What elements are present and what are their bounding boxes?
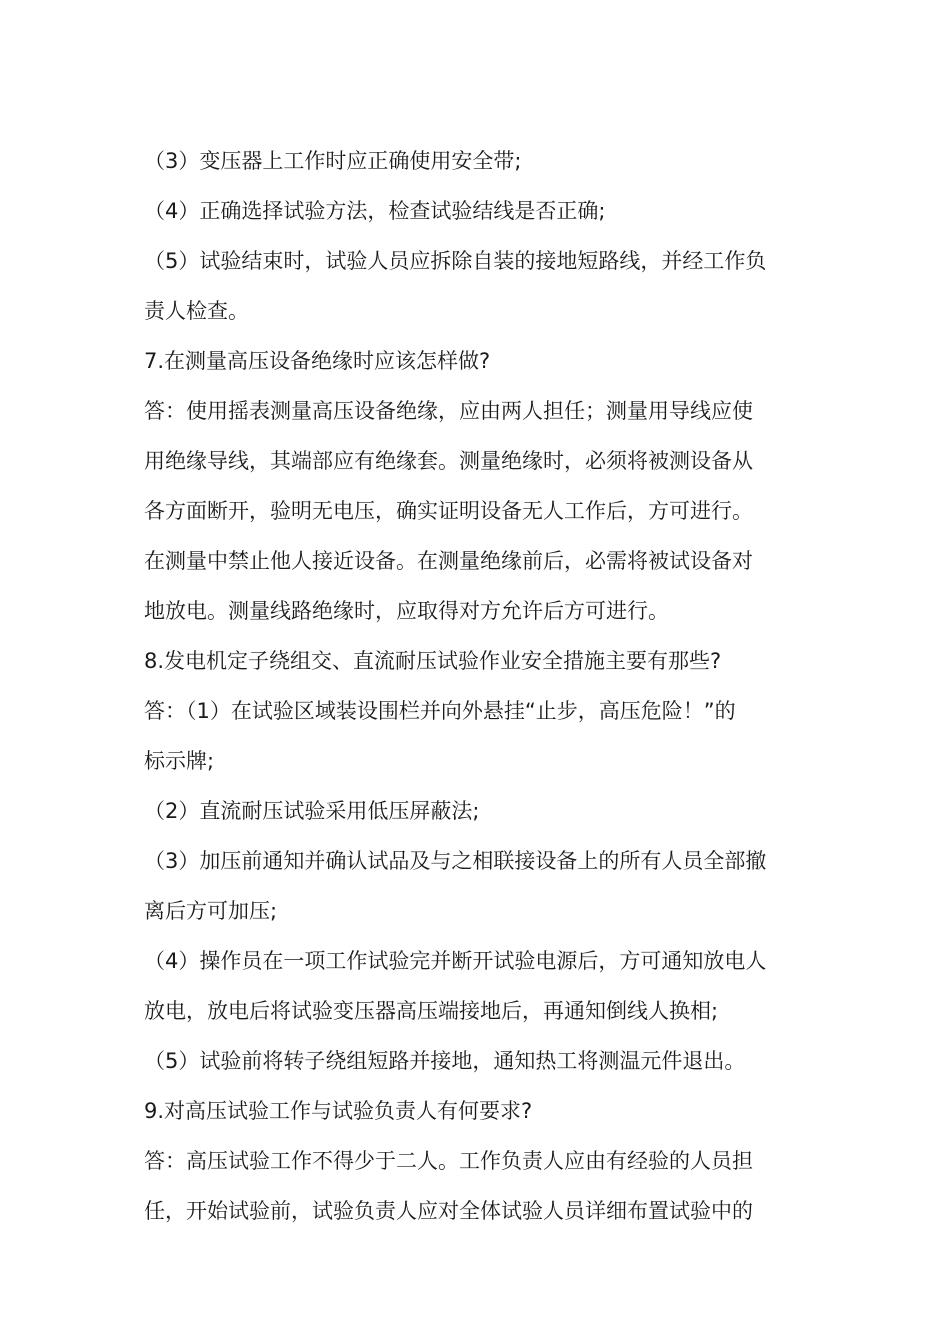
text-line: （3）变压器上工作时应正确使用安全带; — [144, 149, 522, 173]
text-line: （4）操作员在一项工作试验完并断开试验电源后，方可通知放电人 — [144, 949, 767, 973]
text-line: （3）加压前通知并确认试品及与之相联接设备上的所有人员全部撤 — [144, 849, 767, 873]
text-line: 答：（1）在试验区域装设围栏并向外悬挂“止步，高压危险！”的 — [144, 699, 736, 723]
question-heading: 7.在测量高压设备绝缘时应该怎样做? — [144, 349, 491, 373]
text-line: 地放电。测量线路绝缘时，应取得对方允许后方可进行。 — [144, 599, 669, 623]
text-line: 离后方可加压; — [144, 899, 278, 923]
text-line: 放电，放电后将试验变压器高压端接地后，再通知倒线人换相; — [144, 999, 719, 1023]
text-line: 用绝缘导线，其端部应有绝缘套。测量绝缘时，必须将被测设备从 — [144, 449, 753, 473]
text-line: 任，开始试验前，试验负责人应对全体试验人员详细布置试验中的 — [144, 1199, 753, 1223]
text-line: （5）试验结束时，试验人员应拆除自装的接地短路线，并经工作负 — [144, 249, 767, 273]
text-line: （4）正确选择试验方法，检查试验结线是否正确; — [144, 199, 606, 223]
text-line: 标示牌; — [144, 749, 215, 773]
text-line: 各方面断开，验明无电压，确实证明设备无人工作后，方可进行。 — [144, 499, 753, 523]
text-line: （5）试验前将转子绕组短路并接地，通知热工将测温元件退出。 — [144, 1049, 746, 1073]
text-line: （2）直流耐压试验采用低压屏蔽法; — [144, 799, 480, 823]
text-line: 答：使用摇表测量高压设备绝缘，应由两人担任；测量用导线应使 — [144, 399, 753, 423]
question-heading: 8.发电机定子绕组交、直流耐压试验作业安全措施主要有那些? — [144, 649, 722, 673]
text-line: 在测量中禁止他人接近设备。在测量绝缘前后，必需将被试设备对 — [144, 549, 753, 573]
text-line: 答：高压试验工作不得少于二人。工作负责人应由有经验的人员担 — [144, 1149, 753, 1173]
question-heading: 9.对高压试验工作与试验负责人有何要求? — [144, 1099, 533, 1123]
text-line: 责人检查。 — [144, 299, 249, 323]
